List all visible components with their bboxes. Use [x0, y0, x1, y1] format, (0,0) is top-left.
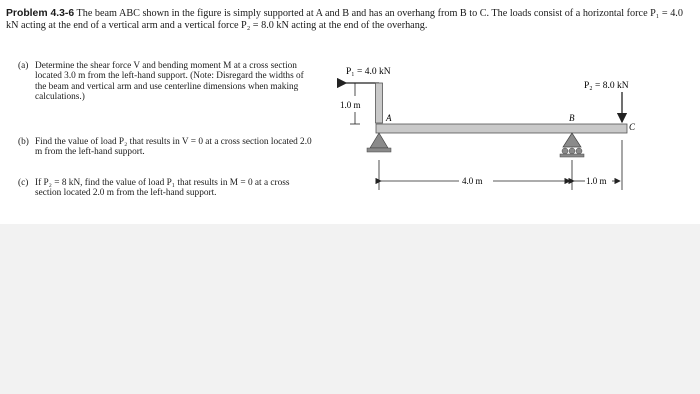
question-b-letter: (b) [18, 137, 29, 147]
vertical-arm [376, 83, 383, 123]
label-b: B [569, 113, 575, 123]
question-a-letter: (a) [18, 61, 29, 71]
dim-ab-label: 4.0 m [462, 176, 483, 186]
beam [376, 124, 627, 133]
roller-support-b-base [560, 154, 584, 157]
arm-dim-label: 1.0 m [340, 100, 361, 110]
roller-wheels [562, 148, 582, 154]
pin-support-a-base [367, 148, 391, 152]
question-a-text: Determine the shear force V and bending moment M at a cross section located 3.0 m from the left-hand support. (Note: Disregard the widths of the beam and vertical arm and use centerline dimensions when making calculations.) [35, 61, 304, 103]
question-b-text: Find the value of load P₂ that results in V = 0 at a cross section located 2.0 m from the left-hand support. [35, 137, 312, 158]
question-c-letter: (c) [18, 178, 29, 188]
problem-text: The beam ABC shown in the figure is simply supported at A and B and has an overhang from B to C. The loads consist of a horizontal force P₁ = 4.0 kN acting at the end of a vertical arm and a vertical force P₂ = 8.0 kN acting at the end of the overhang. [6, 8, 683, 32]
dim-bc-label: 1.0 m [586, 176, 607, 186]
question-c-text: If P₂ = 8 kN, find the value of load P₁ that results in M = 0 at a cross section located 2.0 m from the left-hand support. [35, 178, 290, 199]
roller-support-b [563, 133, 581, 147]
problem-label: Problem 4.3-6 [6, 8, 75, 19]
blank-area [0, 224, 700, 394]
p1-label: P₁ = 4.0 kN [346, 67, 391, 77]
label-a: A [386, 113, 392, 123]
label-c: C [629, 122, 636, 132]
pin-support-a [370, 133, 388, 148]
p2-label: P₂ = 8.0 kN [584, 81, 629, 91]
